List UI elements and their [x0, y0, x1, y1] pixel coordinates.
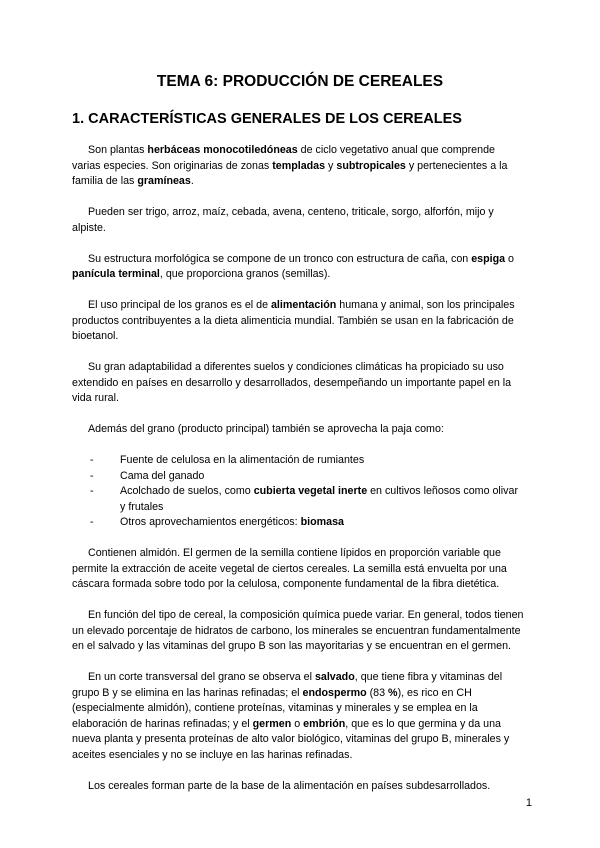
- paragraph-species: Pueden ser trigo, arroz, maíz, cebada, avena, centeno, triticale, sorgo, alforfón, mijo y alpiste.: [72, 206, 494, 234]
- document-body: [72, 143, 524, 810]
- list-marker: -: [90, 516, 94, 528]
- list-item: - Cama del ganado: [90, 469, 524, 485]
- page-number: 1: [525, 797, 532, 809]
- paragraph-grain-section: En un corte transversal del grano se observa el salvado, que tiene fibra y vitaminas del grupo B y se elimina en las harinas refinadas; el endospermo (83 %), es rico en CH (especialmente almidón), contiene proteínas, vitaminas y minerales y se emplea en la elaboración de harinas refinadas; y el germen o embrión, que es lo que germina y da una nueva planta y presenta proteínas de alto valor biológico, vitaminas del grupo B, minerales y aceites esenciales y no se incluye en las harinas refinadas.: [72, 671, 510, 761]
- paragraph-chemical-composition: En función del tipo de cereal, la composición química puede variar. En general, todos tienen un elevado porcentaje de hidratos de carbono, los minerales se encuentran fundamentalmente en el salvado y las vitaminas del grupo B son las mayoritarias y se encuentran en el germen.: [72, 609, 524, 652]
- paragraph-composition-starch: Contienen almidón. El germen de la semilla contiene lípidos en proporción variable que permite la extracción de aceite vegetal de ciertos cereales. La semilla está envuelta por una cáscara formada sobre todo por la celulosa, componente fundamental de la fibra dietética.: [72, 547, 507, 590]
- section-heading: 1. CARACTERÍSTICAS GENERALES DE LOS CEREALES: [72, 111, 462, 127]
- straw-uses-list: [72, 453, 524, 531]
- list-item: - Fuente de celulosa en la alimentación de rumiantes: [90, 453, 524, 469]
- paragraph-base-diet: Los cereales forman parte de la base de la alimentación en países subdesarrollados.: [88, 779, 491, 792]
- paragraph-uses: El uso principal de los granos es el de alimentación humana y animal, son los principales productos contribuyentes a la dieta alimenticia mundial. También se usan en la fabricación de bioetanol.: [72, 299, 515, 342]
- list-marker: -: [90, 454, 94, 466]
- paragraph-adaptability: Su gran adaptabilidad a diferentes suelos y condiciones climáticas ha propiciado su uso extendido en países en desarrollo y desarrollados, desempeñando un importante papel en la vida rural.: [72, 361, 512, 404]
- paragraph-straw-intro: Además del grano (producto principal) también se aprovecha la paja como:: [88, 423, 444, 435]
- list-item: - Acolchado de suelos, como cubierta vegetal inerte en cultivos leñosos como olivar y frutales: [90, 485, 519, 513]
- list-marker: -: [90, 485, 94, 497]
- list-item: - Otros aprovechamientos energéticos: biomasa: [90, 515, 524, 531]
- list-marker: -: [90, 469, 94, 482]
- page-title: TEMA 6: PRODUCCIÓN DE CEREALES: [156, 73, 444, 90]
- paragraph-definition: Son plantas herbáceas monocotiledóneas de ciclo vegetativo anual que comprende varias especies. Son originarias de zonas templadas y subtropicales y pertenecientes a la familia de las gramíneas.: [72, 144, 508, 187]
- paragraph-morphology: Su estructura morfológica se compone de un tronco con estructura de caña, con espiga o panícula terminal, que proporciona granos (semillas).: [72, 252, 514, 280]
